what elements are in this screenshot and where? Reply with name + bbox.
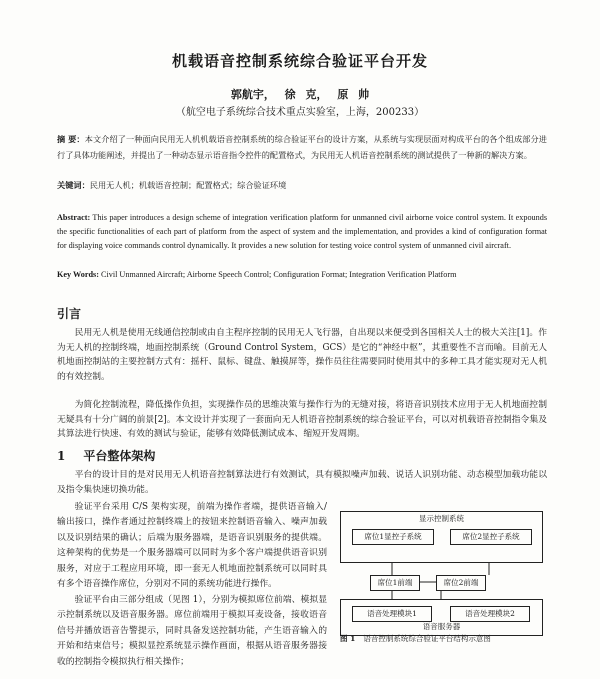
abstract-en-text: This paper introduces a design scheme of integration verification platform for unmanned civil airborne voice control system. It expounds the specific functionalities of each part of platform from the aspect of system and the implementation, and provides a kind of configuration format for displaying voice commands control dynamically. It provides a new solution for testing voice control system of unmanned civil aircraft.	[57, 213, 547, 250]
abstract-cn-text: 本文介绍了一种面向民用无人机机载语音控制系统的综合验证平台的设计方案，从系统与实现层面对构成平台的各个组成部分进行了具体功能阐述，并提出了一种动态显示语音指令控件的配置格式，为民用无人机语音控制系统的测试提供了一种新的解决方案。	[57, 134, 547, 160]
keywords-cn-label: 关键词：	[57, 180, 90, 190]
paper-title: 机载语音控制系统综合验证平台开发	[171, 52, 428, 70]
abstract-cn-label: 摘 要：	[57, 134, 85, 144]
seat1-display-box: 席位1显控子系统	[352, 529, 434, 545]
abstract-cn	[57, 131, 547, 163]
keywords-cn-text: 民用无人机；机载语音控制；配置格式；综合验证环境	[89, 180, 287, 190]
speech-module-1-box: 语音处理模块1	[352, 606, 432, 622]
figure-caption	[340, 633, 550, 644]
section-heading-intro: 引言	[57, 307, 82, 321]
section1-paragraph-1: 平台的设计目的是对民用无人机语音控制算法进行有效测试，具有模拟噪声加载、说话人识别功能、动态模型加载功能以及指令集快速切换功能。	[57, 470, 547, 495]
keywords-en-label: Key Words:	[57, 270, 99, 279]
section-title: 平台整体架构	[83, 449, 156, 463]
keywords-en	[57, 269, 557, 281]
affiliation: （航空电子系统综合技术重点实验室，上海，200233）	[175, 107, 425, 118]
keywords-en-text: Civil Unmanned Aircraft; Airborne Speech Control; Configuration Format; Integration Verification Platform	[100, 270, 457, 279]
seat2-display-box: 席位2显控子系统	[450, 529, 532, 545]
speech-module-2-box: 语音处理模块2	[450, 606, 530, 622]
seat2-front-box: 席位2前端	[436, 575, 486, 591]
section1-paragraph-3: 验证平台由三部分组成（见图 1），分别为模拟席位前端、模拟显示控制系统以及语音服务器。席位前端用于模拟耳麦设备，接收语音信号并播放语音告警提示，同时具备发送控制功能，产生语音输入的开始和结束信号；模拟显控系统显示操作画面，根据从语音服务器接收的控制指令模拟执行相关操作；	[57, 595, 327, 667]
intro-paragraph-1: 民用无人机是使用无线通信控制或由自主程序控制的民用无人飞行器，自出现以来便受到各国相关人士的极大关注[1]。作为无人机的控制终端，地面控制系统（Ground Control System，GCS）是它的“神经中枢”，其重要性不言而喻。目前无人机地面控制站的主要控制方式有：摇杆、鼠标、键盘、触摸屏等，操作员往往需要同时使用其中的多种工具才能实现对无人机的有效控制。	[57, 328, 547, 382]
display-system-label: 显示控制系统	[419, 514, 464, 523]
section-heading-1	[57, 447, 155, 464]
abstract-en	[57, 211, 547, 253]
voice-server-label: 语音服务器	[422, 622, 461, 631]
seat1-front-box: 席位1前端	[370, 575, 420, 591]
abstract-en-label: Abstract:	[57, 213, 91, 222]
section1-paragraph-2: 验证平台采用 C/S 架构实现，前端为操作者端，提供语音输入/输出接口，操作者通过控制终端上的按钮来控制语音输入、噪声加载以及识别结果的确认；后端为服务器端，是语音识别服务的提供端。这种架构的优势是一个服务器端可以同时为多个客户端提供语音识别服务，对应于工程应用环境，即一套无人机地面控制系统可以同时具有多个语音操作席位，分别对不同的系统功能进行操作。	[57, 502, 327, 590]
section-number: 1	[57, 449, 66, 463]
intro-paragraph-2: 为简化控制流程，降低操作负担，实现操作员的思维决策与操作行为的无缝对接，将语音识别技术应用于无人机地面控制无疑具有十分广阔的前景[2]。本文设计并实现了一套面向无人机语音控制系统的综合验证平台，可以对机载语音控制指令集及其算法进行快速、有效的测试与验证，能够有效降低测试成本、缩短开发周期。	[57, 400, 547, 439]
figure-caption-number: 图 1	[340, 634, 356, 643]
figure-caption-text: 语音控制系统综合验证平台结构示意图	[363, 634, 491, 643]
keywords-cn	[57, 179, 547, 191]
figure-1-diagram	[340, 511, 543, 635]
authors: 郭航宇， 徐 克， 原 帅	[230, 88, 370, 101]
